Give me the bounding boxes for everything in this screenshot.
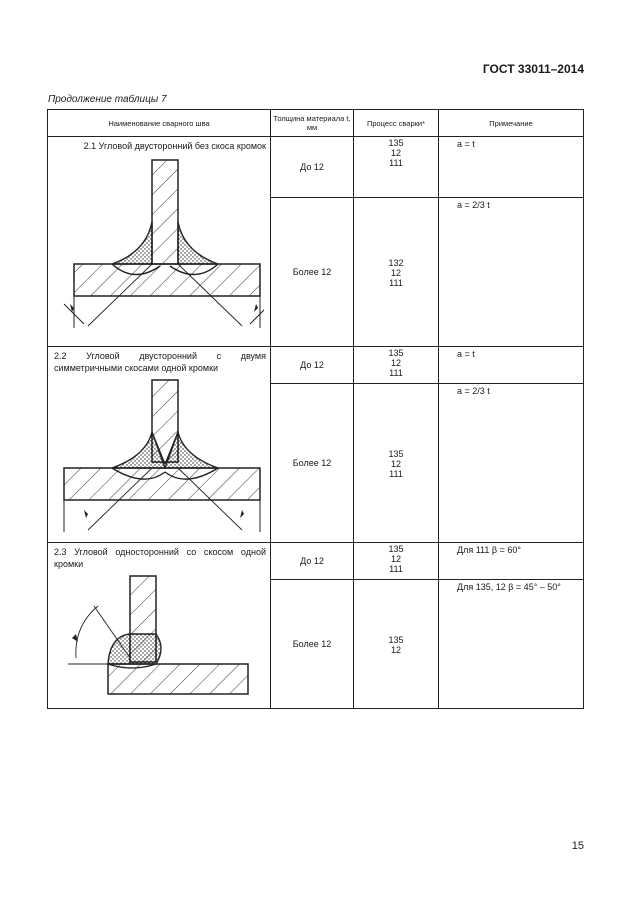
process-code: 12: [390, 554, 401, 564]
table-row: [48, 543, 584, 580]
note-text: a = 2/3 t: [457, 386, 490, 396]
note-text: Для 111 β = 60°: [457, 545, 521, 555]
thickness-cell: [271, 384, 354, 543]
process-code: 12: [390, 644, 401, 655]
process-code: 135: [388, 138, 404, 148]
weld-diagram-2-1: [54, 154, 264, 334]
thickness-cell: [271, 198, 354, 347]
note-cell: [439, 543, 584, 580]
note-cell: [439, 384, 584, 543]
table-header-row: [48, 110, 584, 137]
note-text: a = t: [457, 139, 475, 149]
process-code: 12: [390, 458, 401, 469]
thickness-cell: [271, 543, 354, 580]
table-row: [48, 347, 584, 384]
weld-table: [47, 109, 584, 709]
col-header-note: Примечание: [439, 110, 584, 137]
page-number: 15: [571, 840, 584, 852]
col-header-process: Процесс сварки*: [354, 110, 439, 137]
col-header-thickness: Толщина материала t, мм: [271, 110, 354, 137]
thickness-cell: [271, 580, 354, 709]
table-row: [48, 137, 584, 198]
process-cell: [354, 384, 439, 543]
weld-name-cell: [48, 347, 271, 543]
process-code: 135: [388, 634, 404, 645]
note-text: Для 135, 12 β = 45° – 50°: [457, 582, 561, 592]
weld-name-cell: [48, 543, 271, 709]
weld-name: 2.3 Угловой односторонний со скосом одной кромки: [54, 547, 266, 569]
thickness-value: Более 12: [292, 639, 332, 649]
process-code: 135: [388, 348, 404, 358]
process-cell: [354, 198, 439, 347]
process-cell: [354, 543, 439, 580]
thickness-value: До 12: [300, 360, 324, 370]
process-cell: [354, 580, 439, 709]
process-code: 111: [389, 158, 403, 168]
note-text: a = 2/3 t: [457, 200, 490, 210]
col-header-name: Наименование сварного шва: [48, 110, 271, 137]
note-cell: [439, 137, 584, 198]
weld-name-cell: [48, 137, 271, 347]
process-code: 111: [389, 368, 403, 378]
thickness-value: Более 12: [292, 267, 332, 277]
process-code: 111: [389, 564, 403, 574]
standard-code: ГОСТ 33011–2014: [482, 62, 584, 76]
process-cell: [354, 347, 439, 384]
table-caption: Продолжение таблицы 7: [48, 94, 167, 105]
weld-name: 2.2 Угловой двусторонний с двумя симметричными скосами одной кромки: [54, 351, 266, 373]
note-cell: [439, 580, 584, 709]
process-code: 135: [388, 544, 404, 554]
note-cell: [439, 198, 584, 347]
note-cell: [439, 347, 584, 384]
process-cell: [354, 137, 439, 198]
note-text: a = t: [457, 349, 475, 359]
process-code: 135: [388, 448, 404, 459]
weld-diagram-2-2: [54, 376, 264, 536]
process-code: 12: [390, 148, 401, 158]
thickness-cell: [271, 137, 354, 198]
thickness-value: До 12: [300, 162, 324, 172]
thickness-value: Более 12: [292, 458, 332, 468]
process-code: 111: [389, 277, 403, 288]
process-code: 12: [390, 267, 401, 278]
process-code: 132: [388, 257, 404, 268]
process-code: 12: [390, 358, 401, 368]
process-code: 111: [389, 468, 403, 479]
weld-diagram-2-3: [54, 572, 264, 702]
thickness-cell: [271, 347, 354, 384]
weld-name: 2.1 Угловой двусторонний без скоса кромок: [83, 141, 266, 151]
thickness-value: До 12: [300, 556, 324, 566]
